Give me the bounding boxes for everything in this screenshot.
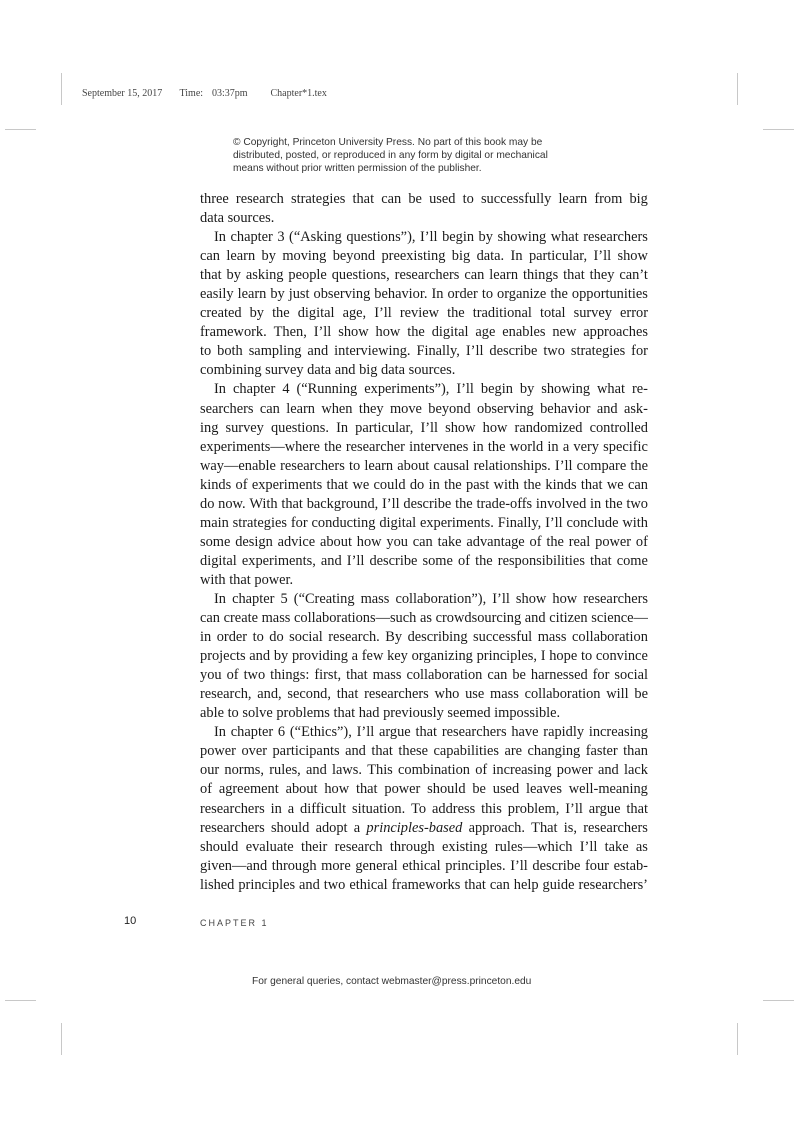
paragraph: [200, 590, 648, 723]
text-line: framework. Then, I’ll show how the digital age enables new approaches: [200, 324, 648, 341]
footer-contact: For general queries, contact webmaster@press.princeton.edu: [252, 976, 532, 987]
text-line: can create mass collaborations—such as crowdsourcing and citizen science—: [200, 610, 648, 627]
text-line: combining survey data and big data sources.: [200, 362, 456, 379]
crop-mark-bottom-left-vertical: [61, 1023, 62, 1055]
text-line: searchers can learn when they move beyond observing behavior and ask-: [200, 400, 648, 417]
paragraph: [200, 228, 648, 380]
crop-mark-top-left-vertical: [61, 73, 62, 105]
print-slug: [82, 88, 327, 99]
paragraph: [200, 190, 648, 228]
text-line: In chapter 5 (“Creating mass collaboration”), I’ll show how researchers: [214, 590, 648, 607]
text-line: way—enable researchers to learn about causal relationships. I’ll compare the: [200, 457, 648, 474]
text-line: our norms, rules, and laws. This combination of increasing power and lack: [200, 762, 648, 779]
page-number: 10: [124, 915, 137, 927]
slug-file: Chapter*1.tex: [270, 88, 327, 99]
text-line: kinds of experiments that we could do in the past with the kinds that we can: [200, 476, 648, 493]
text-line: you of two things: first, that mass collaboration can be harnessed for social: [200, 667, 648, 684]
paragraph: [200, 723, 648, 894]
copyright-notice: [233, 136, 593, 175]
text-line: research, and, second, that researchers who use mass collaboration will be: [200, 686, 648, 703]
text-line: three research strategies that can be used to successfully learn from big: [200, 191, 648, 207]
slug-time-label: Time:: [179, 88, 204, 99]
text-line: In chapter 6 (“Ethics”), I’ll argue that researchers have rapidly increasing: [214, 724, 648, 741]
text-line: to both sampling and interviewing. Finally, I’ll describe two strategies for: [200, 343, 648, 360]
text-line: power over participants and that these capabilities are changing faster than: [200, 743, 648, 760]
copyright-line: © Copyright, Princeton University Press. No part of this book may be: [233, 137, 543, 148]
text-line: with that power.: [200, 571, 294, 588]
crop-mark-top-right-vertical: [737, 73, 738, 105]
text-line: researchers in a difficult situation. To address this problem, I’ll argue that: [200, 800, 648, 817]
body-text: [200, 190, 648, 895]
running-head: CHAPTER 1: [200, 918, 269, 928]
text-line: easily learn by just observing behavior. In order to organize the opportunities: [200, 286, 648, 303]
crop-mark-bottom-right-horizontal: [763, 1000, 794, 1001]
crop-mark-top-left-horizontal: [5, 129, 36, 130]
text-line: should evaluate their research through existing rules—which I’ll take as: [200, 838, 648, 855]
text-line: that by asking people questions, researchers can learn things that they can’t: [200, 267, 648, 284]
text-line: some design advice about how you can take advantage of the real power of: [200, 533, 648, 550]
copyright-line: means without prior written permission of the publisher.: [233, 163, 482, 174]
text-line: do now. With that background, I’ll describe the trade-offs involved in the two: [200, 495, 648, 512]
text-line: researchers should adopt a principles-based approach. That is, researchers: [200, 819, 648, 836]
slug-time-value: 03:37pm: [212, 88, 248, 99]
crop-mark-bottom-right-vertical: [737, 1023, 738, 1055]
text-line: data sources.: [200, 210, 275, 227]
text-line: lished principles and two ethical frameworks that can help guide researchers’: [200, 876, 648, 893]
text-line: given—and through more general ethical principles. I’ll describe four estab-: [200, 857, 648, 874]
slug-date: September 15, 2017: [82, 88, 163, 99]
crop-mark-top-right-horizontal: [763, 129, 794, 130]
text-line: created by the digital age, I’ll review the traditional total survey error: [200, 305, 648, 322]
text-line: able to solve problems that had previously seemed impossible.: [200, 705, 561, 722]
copyright-line: distributed, posted, or reproduced in any form by digital or mechanical: [233, 150, 548, 161]
crop-mark-bottom-left-horizontal: [5, 1000, 36, 1001]
text-line: experiments—where the researcher intervenes in the world in a very specific: [200, 438, 648, 455]
paragraph: [200, 380, 648, 590]
text-line: of agreement about how that power should be used leaves well-meaning: [200, 781, 648, 798]
text-line: In chapter 3 (“Asking questions”), I’ll begin by showing what researchers: [214, 229, 648, 246]
text-line: main strategies for conducting digital experiments. Finally, I’ll conclude with: [200, 514, 648, 531]
text-line: In chapter 4 (“Running experiments”), I’ll begin by showing what re-: [214, 381, 648, 398]
text-line: projects and by providing a few key organizing principles, I hope to convince: [200, 648, 648, 665]
text-line: can learn by moving beyond preexisting big data. In particular, I’ll show: [200, 248, 648, 265]
text-line: in order to do social research. By describing successful mass collaboration: [200, 629, 648, 646]
text-line: ing survey questions. In particular, I’ll show how randomized controlled: [200, 419, 648, 436]
text-line: digital experiments, and I’ll describe some of the responsibilities that come: [200, 552, 648, 569]
